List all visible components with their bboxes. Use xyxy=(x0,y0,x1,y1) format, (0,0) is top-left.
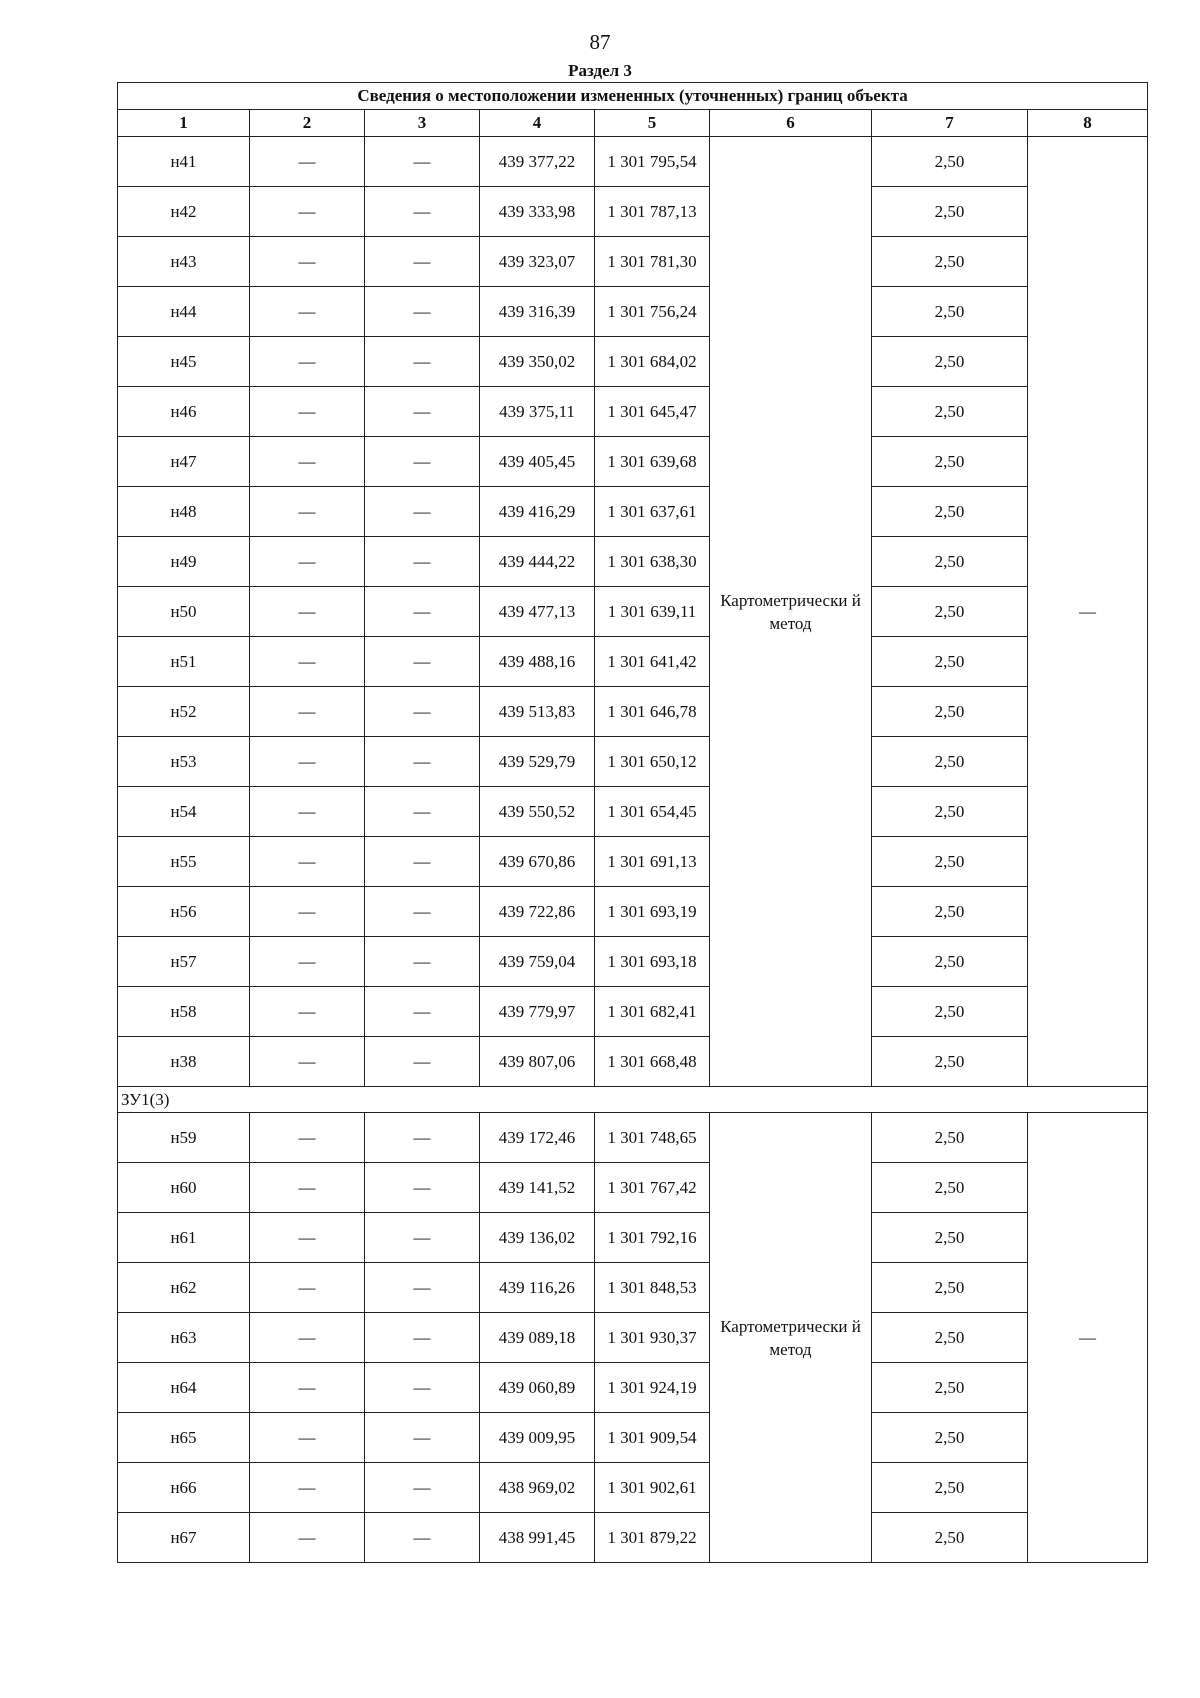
column-2-cell: — xyxy=(250,887,365,937)
column-2-cell: — xyxy=(250,637,365,687)
accuracy-cell: 2,50 xyxy=(872,387,1028,437)
x-coordinate-cell: 438 969,02 xyxy=(480,1463,595,1513)
accuracy-cell: 2,50 xyxy=(872,687,1028,737)
table-row xyxy=(118,587,1148,637)
point-name-cell: н41 xyxy=(118,137,250,187)
column-3-cell: — xyxy=(365,1213,480,1263)
column-2-cell: — xyxy=(250,587,365,637)
accuracy-cell: 2,50 xyxy=(872,187,1028,237)
point-name-cell: н62 xyxy=(118,1263,250,1313)
column-2-cell: — xyxy=(250,787,365,837)
table-row xyxy=(118,187,1148,237)
y-coordinate-cell: 1 301 684,02 xyxy=(595,337,710,387)
x-coordinate-cell: 439 405,45 xyxy=(480,437,595,487)
table-row xyxy=(118,787,1148,837)
column-2-cell: — xyxy=(250,837,365,887)
column-2-cell: — xyxy=(250,1037,365,1087)
accuracy-cell: 2,50 xyxy=(872,1037,1028,1087)
accuracy-cell: 2,50 xyxy=(872,1513,1028,1563)
column-3-cell: — xyxy=(365,837,480,887)
table-row xyxy=(118,1263,1148,1313)
column-3-cell: — xyxy=(365,1463,480,1513)
table-row xyxy=(118,1163,1148,1213)
table-row xyxy=(118,637,1148,687)
point-name-cell: н54 xyxy=(118,787,250,837)
accuracy-cell: 2,50 xyxy=(872,887,1028,937)
column-header-4: 4 xyxy=(480,110,595,137)
x-coordinate-cell: 439 550,52 xyxy=(480,787,595,837)
point-name-cell: н46 xyxy=(118,387,250,437)
column-3-cell: — xyxy=(365,487,480,537)
column-3-cell: — xyxy=(365,387,480,437)
accuracy-cell: 2,50 xyxy=(872,137,1028,187)
accuracy-cell: 2,50 xyxy=(872,1263,1028,1313)
column-2-cell: — xyxy=(250,537,365,587)
x-coordinate-cell: 439 323,07 xyxy=(480,237,595,287)
column-3-cell: — xyxy=(365,1163,480,1213)
y-coordinate-cell: 1 301 787,13 xyxy=(595,187,710,237)
column-2-cell: — xyxy=(250,987,365,1037)
x-coordinate-cell: 439 141,52 xyxy=(480,1163,595,1213)
accuracy-cell: 2,50 xyxy=(872,837,1028,887)
point-name-cell: н60 xyxy=(118,1163,250,1213)
y-coordinate-cell: 1 301 924,19 xyxy=(595,1363,710,1413)
accuracy-cell: 2,50 xyxy=(872,1463,1028,1513)
column-3-cell: — xyxy=(365,1513,480,1563)
table-row xyxy=(118,1313,1148,1363)
accuracy-cell: 2,50 xyxy=(872,1413,1028,1463)
table-row xyxy=(118,1113,1148,1163)
column-2-cell: — xyxy=(250,287,365,337)
point-name-cell: н63 xyxy=(118,1313,250,1363)
table-body xyxy=(118,83,1148,1563)
column-3-cell: — xyxy=(365,587,480,637)
table-row xyxy=(118,1413,1148,1463)
column-3-cell: — xyxy=(365,1113,480,1163)
column-3-cell: — xyxy=(365,337,480,387)
column-header-6: 6 xyxy=(710,110,872,137)
column-3-cell: — xyxy=(365,987,480,1037)
table-row xyxy=(118,137,1148,187)
x-coordinate-cell: 439 807,06 xyxy=(480,1037,595,1087)
y-coordinate-cell: 1 301 693,18 xyxy=(595,937,710,987)
point-name-cell: н51 xyxy=(118,637,250,687)
column-2-cell: — xyxy=(250,1113,365,1163)
x-coordinate-cell: 439 477,13 xyxy=(480,587,595,637)
point-name-cell: н67 xyxy=(118,1513,250,1563)
y-coordinate-cell: 1 301 637,61 xyxy=(595,487,710,537)
point-name-cell: н58 xyxy=(118,987,250,1037)
section-title: Раздел 3 xyxy=(568,61,632,80)
y-coordinate-cell: 1 301 902,61 xyxy=(595,1463,710,1513)
table-row xyxy=(118,937,1148,987)
column-3-cell: — xyxy=(365,1037,480,1087)
accuracy-cell: 2,50 xyxy=(872,337,1028,387)
column-3-cell: — xyxy=(365,137,480,187)
x-coordinate-cell: 439 722,86 xyxy=(480,887,595,937)
y-coordinate-cell: 1 301 781,30 xyxy=(595,237,710,287)
point-name-cell: н48 xyxy=(118,487,250,537)
y-coordinate-cell: 1 301 638,30 xyxy=(595,537,710,587)
accuracy-cell: 2,50 xyxy=(872,937,1028,987)
point-name-cell: н53 xyxy=(118,737,250,787)
y-coordinate-cell: 1 301 682,41 xyxy=(595,987,710,1037)
group-label-row xyxy=(118,1087,1148,1113)
table-row xyxy=(118,1363,1148,1413)
table-row xyxy=(118,1037,1148,1087)
point-name-cell: н42 xyxy=(118,187,250,237)
x-coordinate-cell: 439 375,11 xyxy=(480,387,595,437)
accuracy-cell: 2,50 xyxy=(872,437,1028,487)
point-name-cell: н49 xyxy=(118,537,250,587)
accuracy-cell: 2,50 xyxy=(872,487,1028,537)
point-name-cell: н65 xyxy=(118,1413,250,1463)
x-coordinate-cell: 439 009,95 xyxy=(480,1413,595,1463)
point-name-cell: н50 xyxy=(118,587,250,637)
column-3-cell: — xyxy=(365,637,480,687)
column-2-cell: — xyxy=(250,1213,365,1263)
column-3-cell: — xyxy=(365,787,480,837)
y-coordinate-cell: 1 301 748,65 xyxy=(595,1113,710,1163)
x-coordinate-cell: 439 377,22 xyxy=(480,137,595,187)
accuracy-cell: 2,50 xyxy=(872,1363,1028,1413)
column-2-cell: — xyxy=(250,487,365,537)
x-coordinate-cell: 439 779,97 xyxy=(480,987,595,1037)
column-header-row xyxy=(118,110,1148,137)
accuracy-cell: 2,50 xyxy=(872,737,1028,787)
table-row xyxy=(118,387,1148,437)
column-2-cell: — xyxy=(250,1363,365,1413)
point-name-cell: н55 xyxy=(118,837,250,887)
x-coordinate-cell: 439 529,79 xyxy=(480,737,595,787)
group-label: ЗУ1(3) xyxy=(118,1087,1148,1113)
table-row xyxy=(118,1213,1148,1263)
table-row xyxy=(118,887,1148,937)
y-coordinate-cell: 1 301 756,24 xyxy=(595,287,710,337)
column-2-cell: — xyxy=(250,1313,365,1363)
accuracy-cell: 2,50 xyxy=(872,1163,1028,1213)
x-coordinate-cell: 439 089,18 xyxy=(480,1313,595,1363)
y-coordinate-cell: 1 301 654,45 xyxy=(595,787,710,837)
y-coordinate-cell: 1 301 848,53 xyxy=(595,1263,710,1313)
x-coordinate-cell: 439 172,46 xyxy=(480,1113,595,1163)
point-name-cell: н44 xyxy=(118,287,250,337)
accuracy-cell: 2,50 xyxy=(872,787,1028,837)
y-coordinate-cell: 1 301 645,47 xyxy=(595,387,710,437)
column-2-cell: — xyxy=(250,687,365,737)
column-header-2: 2 xyxy=(250,110,365,137)
method-cell: Картометрически й метод xyxy=(710,137,872,1087)
boundary-coordinates-table xyxy=(117,82,1148,1563)
x-coordinate-cell: 439 333,98 xyxy=(480,187,595,237)
column-3-cell: — xyxy=(365,937,480,987)
x-coordinate-cell: 439 350,02 xyxy=(480,337,595,387)
point-name-cell: н64 xyxy=(118,1363,250,1413)
y-coordinate-cell: 1 301 639,11 xyxy=(595,587,710,637)
x-coordinate-cell: 439 444,22 xyxy=(480,537,595,587)
point-name-cell: н59 xyxy=(118,1113,250,1163)
x-coordinate-cell: 439 316,39 xyxy=(480,287,595,337)
point-name-cell: н61 xyxy=(118,1213,250,1263)
column-2-cell: — xyxy=(250,337,365,387)
y-coordinate-cell: 1 301 693,19 xyxy=(595,887,710,937)
point-name-cell: н66 xyxy=(118,1463,250,1513)
table-row xyxy=(118,237,1148,287)
y-coordinate-cell: 1 301 639,68 xyxy=(595,437,710,487)
y-coordinate-cell: 1 301 641,42 xyxy=(595,637,710,687)
column-3-cell: — xyxy=(365,537,480,587)
point-name-cell: н45 xyxy=(118,337,250,387)
table-row xyxy=(118,837,1148,887)
x-coordinate-cell: 439 670,86 xyxy=(480,837,595,887)
column-2-cell: — xyxy=(250,937,365,987)
x-coordinate-cell: 439 513,83 xyxy=(480,687,595,737)
column-3-cell: — xyxy=(365,1363,480,1413)
column-2-cell: — xyxy=(250,1413,365,1463)
accuracy-cell: 2,50 xyxy=(872,1313,1028,1363)
column-2-cell: — xyxy=(250,1163,365,1213)
y-coordinate-cell: 1 301 646,78 xyxy=(595,687,710,737)
column-8-cell: — xyxy=(1028,1113,1148,1563)
accuracy-cell: 2,50 xyxy=(872,637,1028,687)
table-row xyxy=(118,337,1148,387)
column-8-cell: — xyxy=(1028,137,1148,1087)
x-coordinate-cell: 439 488,16 xyxy=(480,637,595,687)
accuracy-cell: 2,50 xyxy=(872,1113,1028,1163)
table-row xyxy=(118,687,1148,737)
column-3-cell: — xyxy=(365,1313,480,1363)
column-3-cell: — xyxy=(365,237,480,287)
accuracy-cell: 2,50 xyxy=(872,987,1028,1037)
y-coordinate-cell: 1 301 930,37 xyxy=(595,1313,710,1363)
y-coordinate-cell: 1 301 668,48 xyxy=(595,1037,710,1087)
table-row xyxy=(118,987,1148,1037)
column-3-cell: — xyxy=(365,887,480,937)
accuracy-cell: 2,50 xyxy=(872,237,1028,287)
column-2-cell: — xyxy=(250,737,365,787)
column-2-cell: — xyxy=(250,237,365,287)
accuracy-cell: 2,50 xyxy=(872,287,1028,337)
column-header-8: 8 xyxy=(1028,110,1148,137)
column-2-cell: — xyxy=(250,387,365,437)
method-cell: Картометрически й метод xyxy=(710,1113,872,1563)
column-3-cell: — xyxy=(365,1263,480,1313)
table-row xyxy=(118,287,1148,337)
x-coordinate-cell: 439 060,89 xyxy=(480,1363,595,1413)
column-2-cell: — xyxy=(250,1513,365,1563)
column-2-cell: — xyxy=(250,187,365,237)
y-coordinate-cell: 1 301 792,16 xyxy=(595,1213,710,1263)
column-3-cell: — xyxy=(365,187,480,237)
table-row xyxy=(118,1463,1148,1513)
accuracy-cell: 2,50 xyxy=(872,587,1028,637)
column-3-cell: — xyxy=(365,287,480,337)
table-row xyxy=(118,737,1148,787)
column-2-cell: — xyxy=(250,1263,365,1313)
column-2-cell: — xyxy=(250,1463,365,1513)
column-header-3: 3 xyxy=(365,110,480,137)
point-name-cell: н38 xyxy=(118,1037,250,1087)
table-row xyxy=(118,487,1148,537)
y-coordinate-cell: 1 301 650,12 xyxy=(595,737,710,787)
y-coordinate-cell: 1 301 879,22 xyxy=(595,1513,710,1563)
column-header-5: 5 xyxy=(595,110,710,137)
column-2-cell: — xyxy=(250,137,365,187)
x-coordinate-cell: 439 116,26 xyxy=(480,1263,595,1313)
point-name-cell: н52 xyxy=(118,687,250,737)
point-name-cell: н47 xyxy=(118,437,250,487)
point-name-cell: н43 xyxy=(118,237,250,287)
column-2-cell: — xyxy=(250,437,365,487)
table-row xyxy=(118,1513,1148,1563)
table-row xyxy=(118,437,1148,487)
column-3-cell: — xyxy=(365,737,480,787)
column-3-cell: — xyxy=(365,687,480,737)
y-coordinate-cell: 1 301 909,54 xyxy=(595,1413,710,1463)
column-header-7: 7 xyxy=(872,110,1028,137)
accuracy-cell: 2,50 xyxy=(872,1213,1028,1263)
y-coordinate-cell: 1 301 795,54 xyxy=(595,137,710,187)
x-coordinate-cell: 439 416,29 xyxy=(480,487,595,537)
page-number: 87 xyxy=(589,30,611,54)
table-row xyxy=(118,537,1148,587)
y-coordinate-cell: 1 301 691,13 xyxy=(595,837,710,887)
column-header-1: 1 xyxy=(118,110,250,137)
x-coordinate-cell: 438 991,45 xyxy=(480,1513,595,1563)
x-coordinate-cell: 439 759,04 xyxy=(480,937,595,987)
column-3-cell: — xyxy=(365,1413,480,1463)
point-name-cell: н57 xyxy=(118,937,250,987)
x-coordinate-cell: 439 136,02 xyxy=(480,1213,595,1263)
table-caption: Сведения о местоположении измененных (уточненных) границ объекта xyxy=(118,83,1148,110)
y-coordinate-cell: 1 301 767,42 xyxy=(595,1163,710,1213)
table-caption-row xyxy=(118,83,1148,110)
accuracy-cell: 2,50 xyxy=(872,537,1028,587)
point-name-cell: н56 xyxy=(118,887,250,937)
column-3-cell: — xyxy=(365,437,480,487)
